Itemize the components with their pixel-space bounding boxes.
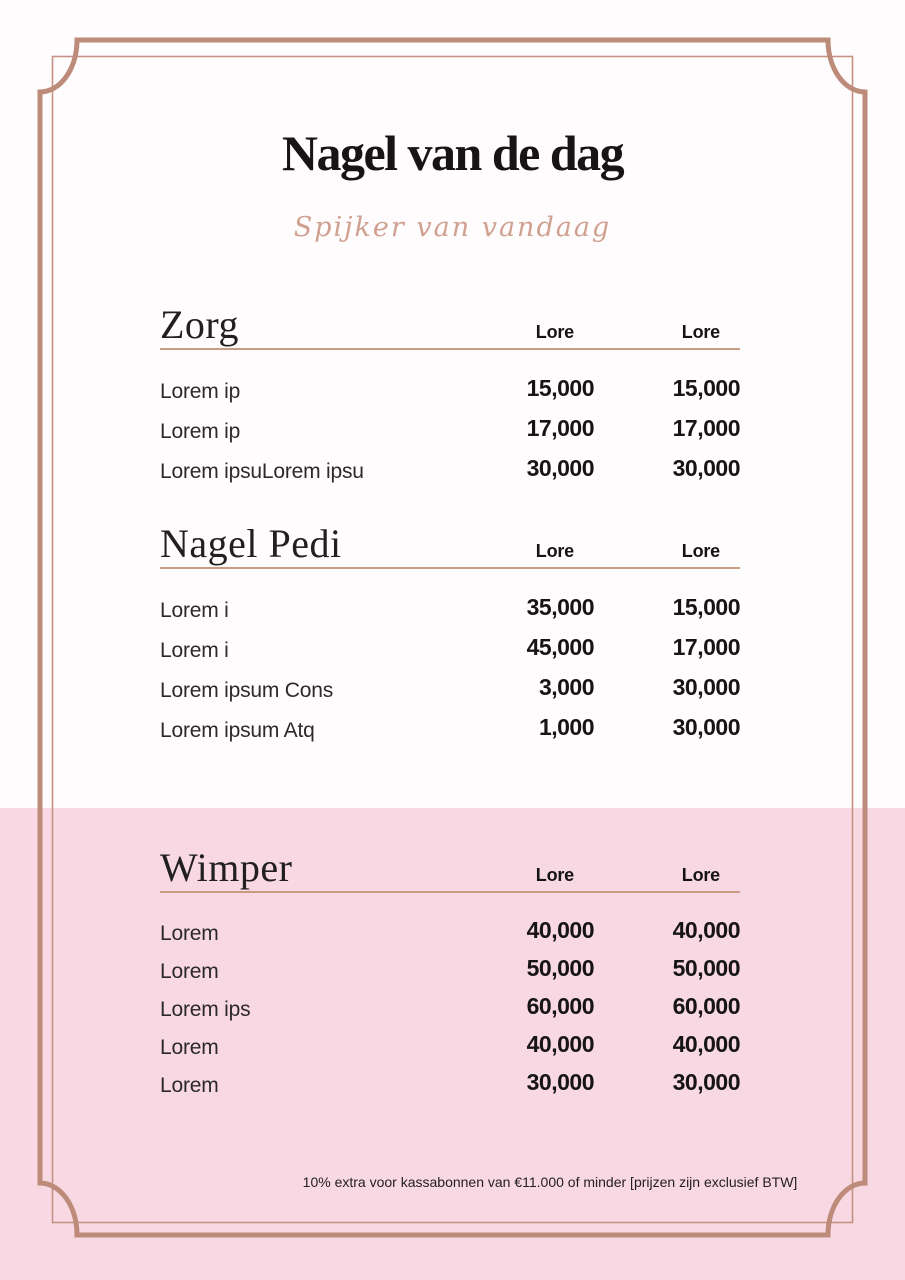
- item-label: Lorem: [160, 1036, 219, 1059]
- item-price-col2: 15,000: [672, 594, 740, 620]
- item-price-col2: 17,000: [672, 634, 740, 660]
- item-label: Lorem ip: [160, 420, 241, 443]
- price-row: [160, 410, 740, 450]
- item-label: Lorem i: [160, 599, 229, 622]
- price-row: [160, 370, 740, 410]
- column-header-1: Lore: [535, 865, 574, 885]
- item-price-col1: 30,000: [526, 455, 594, 481]
- price-row: [160, 629, 740, 669]
- item-price-col2: 30,000: [672, 455, 740, 481]
- column-header-1: Lore: [535, 541, 574, 561]
- item-label: Lorem ipsum Cons: [160, 679, 334, 702]
- item-price-col1: 40,000: [526, 1031, 594, 1057]
- item-price-col1: 45,000: [526, 634, 594, 660]
- item-label: Lorem: [160, 922, 219, 945]
- item-price-col2: 40,000: [672, 917, 740, 943]
- item-price-col1: 3,000: [538, 674, 594, 700]
- item-price-col2: 50,000: [672, 955, 740, 981]
- price-row: [160, 1065, 740, 1103]
- price-row: [160, 450, 740, 490]
- item-label: Lorem ipsuLorem ipsu: [160, 460, 364, 483]
- section-underline: [160, 891, 740, 893]
- price-row: [160, 989, 740, 1027]
- item-label: Lorem i: [160, 639, 229, 662]
- item-price-col1: 15,000: [526, 375, 594, 401]
- price-row: [160, 951, 740, 989]
- section-header: [160, 845, 740, 890]
- item-price-col1: 60,000: [526, 993, 594, 1019]
- page-title: Nagel van de dag: [281, 125, 624, 181]
- section-rows: [160, 370, 740, 490]
- column-header-1: Lore: [535, 322, 574, 342]
- item-price-col2: 15,000: [672, 375, 740, 401]
- item-price-col2: 60,000: [672, 993, 740, 1019]
- price-row: [160, 669, 740, 709]
- section-heading: Nagel Pedi: [160, 521, 342, 566]
- column-header-2: Lore: [681, 541, 720, 561]
- item-price-col2: 30,000: [672, 714, 740, 740]
- page-subtitle: Spijker van vandaag: [293, 212, 612, 243]
- price-row: [160, 709, 740, 749]
- section-zorg: [160, 302, 740, 490]
- section-rows: [160, 589, 740, 749]
- item-price-col1: 50,000: [526, 955, 594, 981]
- item-price-col1: 1,000: [538, 714, 594, 740]
- section-header: [160, 302, 740, 347]
- item-price-col2: 17,000: [672, 415, 740, 441]
- section-wimper: [160, 845, 740, 1103]
- item-price-col1: 40,000: [526, 917, 594, 943]
- section-rows: [160, 913, 740, 1103]
- price-row: [160, 589, 740, 629]
- item-label: Lorem: [160, 1074, 219, 1097]
- section-underline: [160, 348, 740, 350]
- price-row: [160, 1027, 740, 1065]
- item-price-col2: 30,000: [672, 1069, 740, 1095]
- section-nagel-pedi: [160, 521, 740, 749]
- section-header: [160, 521, 740, 566]
- section-heading: Zorg: [160, 302, 240, 347]
- item-price-col1: 30,000: [526, 1069, 594, 1095]
- item-price-col1: 35,000: [526, 594, 594, 620]
- item-label: Lorem ipsum Atq: [160, 719, 315, 742]
- column-header-2: Lore: [681, 322, 720, 342]
- item-price-col2: 40,000: [672, 1031, 740, 1057]
- section-underline: [160, 567, 740, 569]
- footer-note: 10% extra voor kassabonnen van €11.000 of minder [prijzen zijn exclusief BTW]: [302, 1174, 798, 1190]
- item-label: Lorem ip: [160, 380, 241, 403]
- item-price-col1: 17,000: [526, 415, 594, 441]
- column-header-2: Lore: [681, 865, 720, 885]
- item-price-col2: 30,000: [672, 674, 740, 700]
- section-heading: Wimper: [160, 845, 293, 890]
- price-row: [160, 913, 740, 951]
- item-label: Lorem: [160, 960, 219, 983]
- item-label: Lorem ips: [160, 998, 251, 1021]
